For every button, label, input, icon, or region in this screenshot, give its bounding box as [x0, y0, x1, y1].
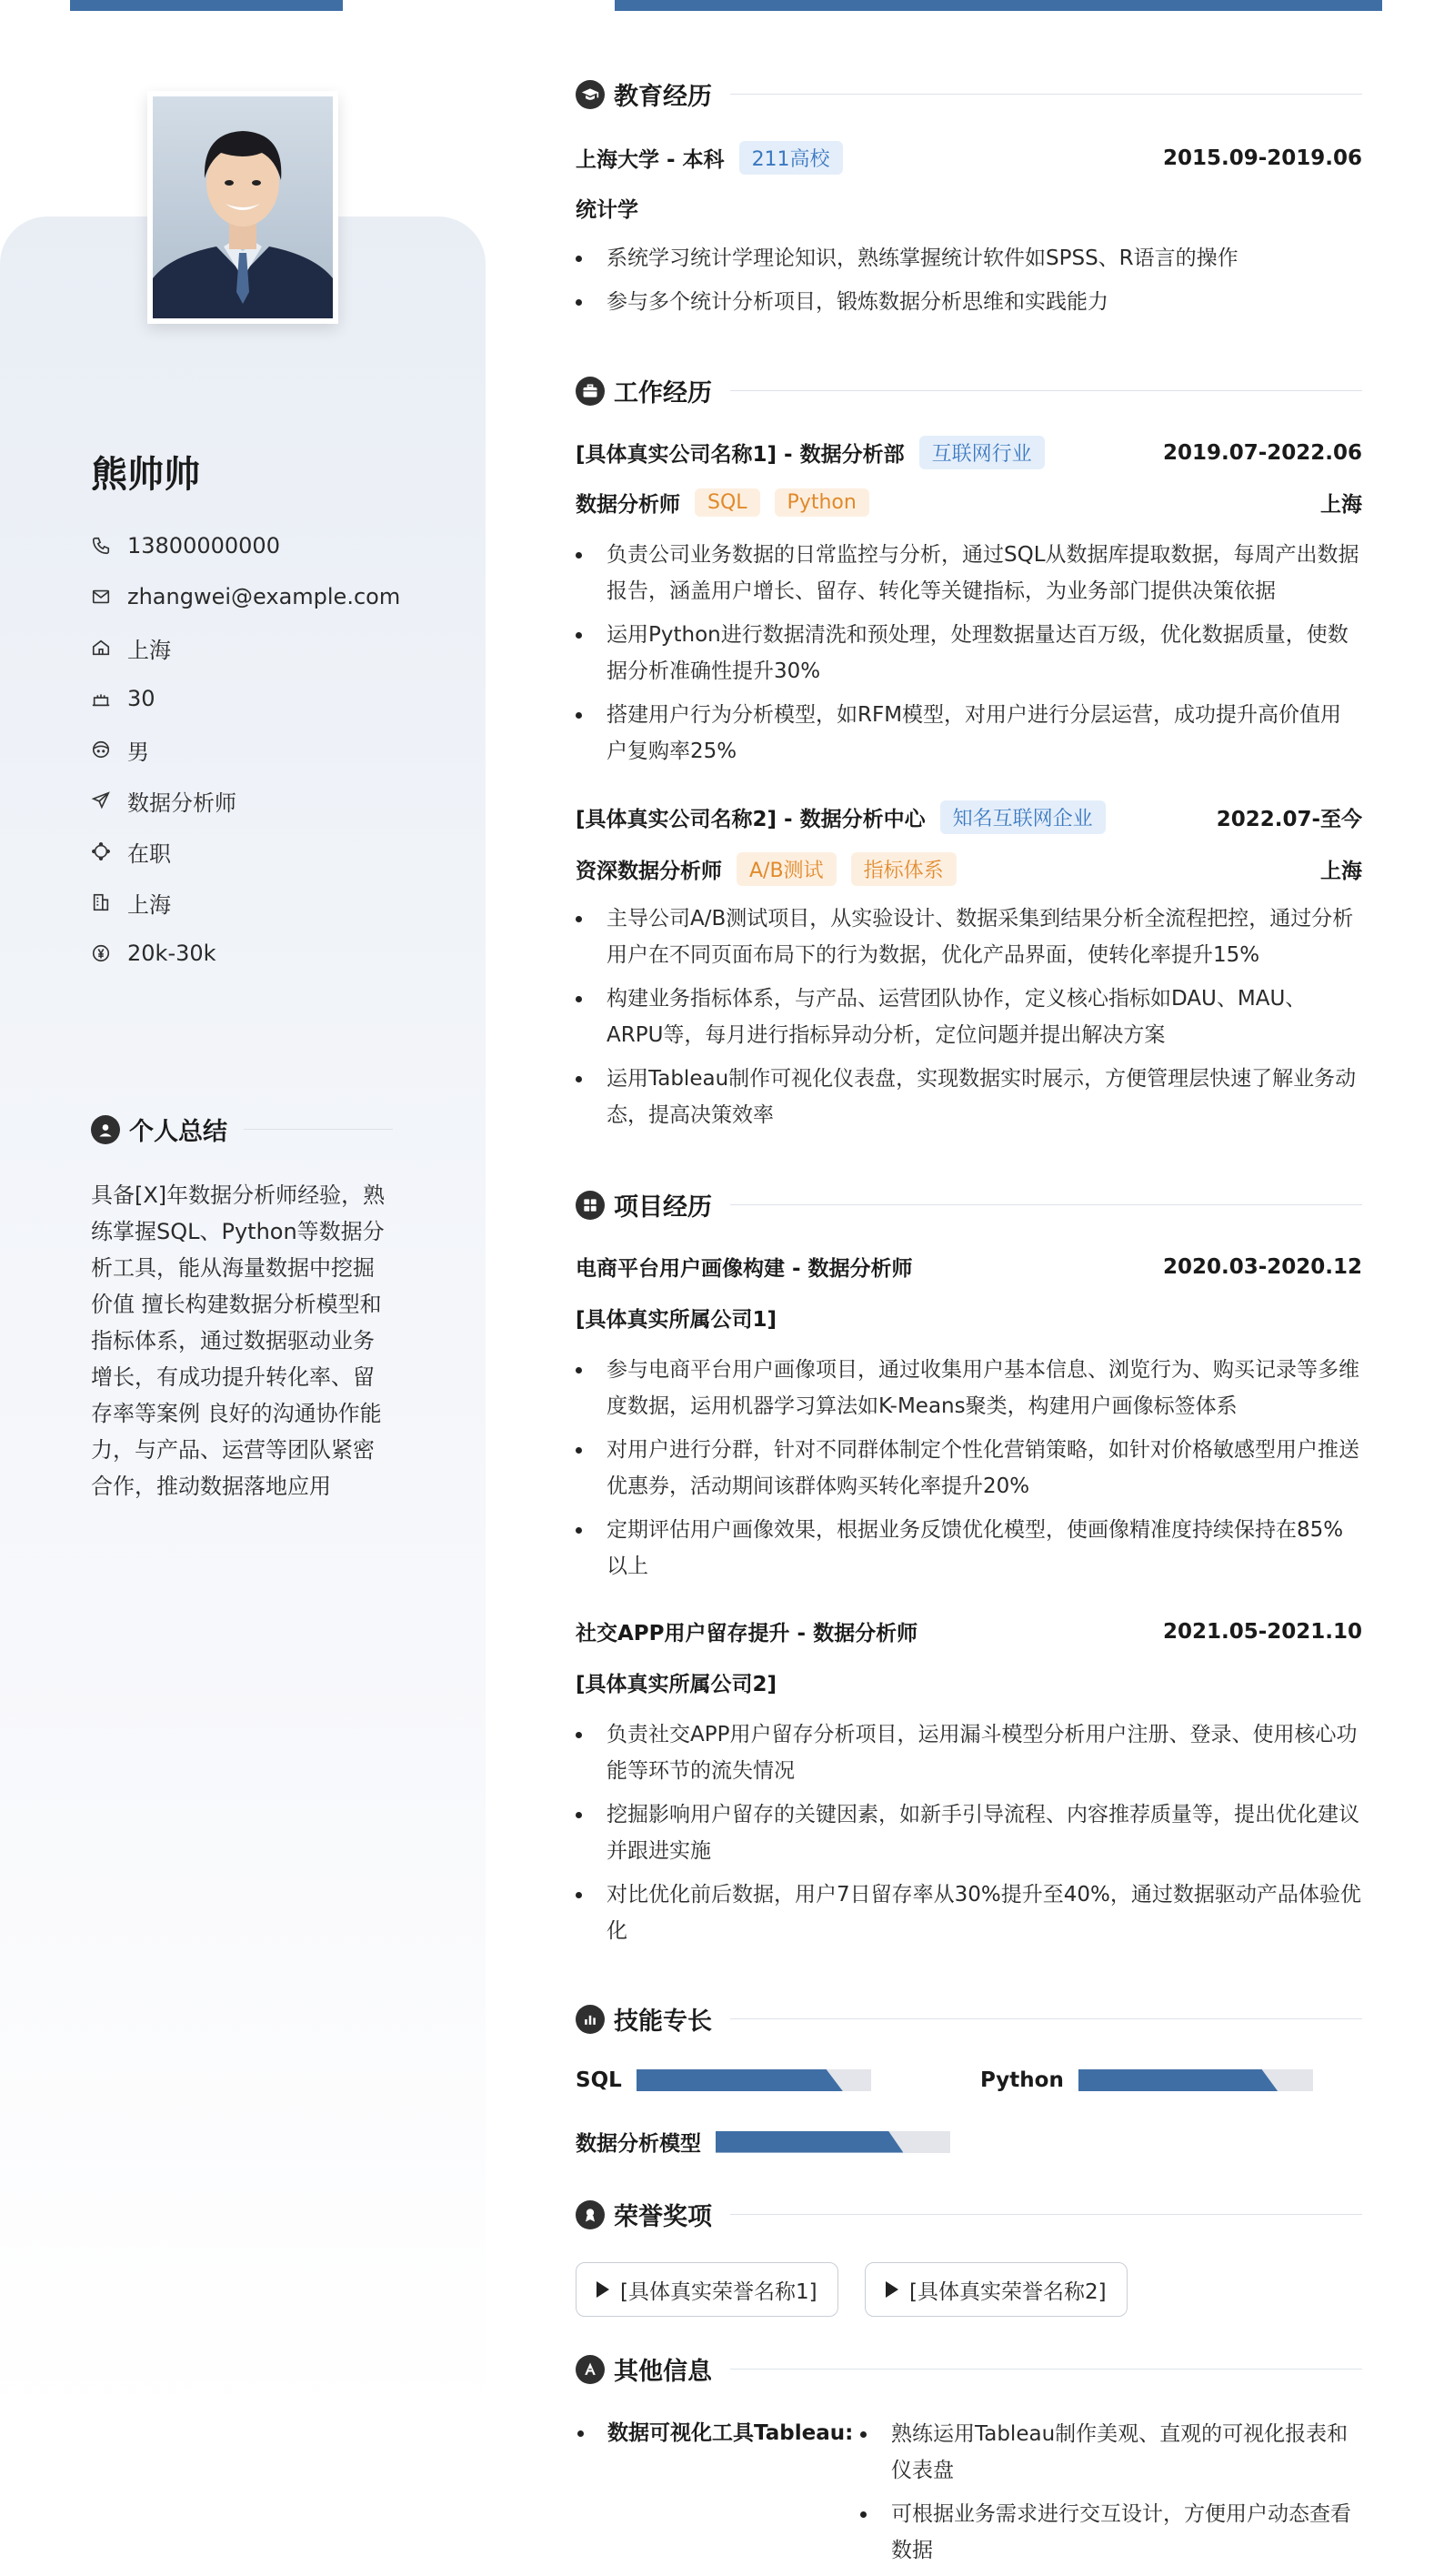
list-item: 主导公司A/B测试项目，从实验设计、数据采集到结果分析全流程把控，通过分析用户在不同页面布局下的行为数据，优化产品界面，使转化率提升15% — [576, 901, 1362, 973]
top-accent-bar-left — [70, 0, 343, 11]
industry-tag: 知名互联网企业 — [940, 800, 1106, 834]
briefcase-icon — [576, 377, 605, 406]
job-2-role-row — [576, 852, 1362, 886]
info-gender — [91, 724, 400, 775]
award-item[interactable] — [865, 2262, 1128, 2317]
skill-tag: Python — [775, 488, 869, 517]
list-item: 参与电商平台用户画像项目，通过收集用户基本信息、浏览行为、购买记录等多维度数据，运用机器学习算法如K-Means聚类，构建用户画像标签体系 — [576, 1352, 1362, 1424]
projects-title: 项目经历 — [614, 1193, 712, 1222]
job-role: 数据分析师 — [576, 493, 680, 517]
job-city: 上海 — [1320, 493, 1362, 517]
job-company: [具体真实公司名称1] - 数据分析部 — [576, 443, 905, 467]
status-value: 在职 — [127, 840, 171, 867]
job-1-role-row — [576, 488, 1362, 518]
top-accent-bar-right — [615, 0, 1382, 11]
avatar-photo — [153, 96, 333, 318]
divider — [730, 2369, 1362, 2370]
other-title: 其他信息 — [614, 2358, 712, 2386]
work-city-value: 上海 — [127, 891, 171, 918]
list-item: 运用Tableau制作可视化仪表盘，实现数据实时展示，方便管理层快速了解业务动态，提高决策效率 — [576, 1061, 1362, 1133]
paper-plane-icon — [91, 790, 111, 810]
graduation-cap-icon — [576, 80, 605, 109]
skill-bar — [1078, 2069, 1313, 2091]
info-work-city — [91, 877, 400, 928]
list-item: 搭建用户行为分析模型，如RFM模型，对用户进行分层运营，成功提升高价值用户复购率25% — [576, 697, 1362, 770]
list-item: 对用户进行分群，针对不同群体制定个性化营销策略，如针对价格敏感型用户推送优惠券，活动期间该群体购买转化率提升20% — [576, 1432, 1362, 1504]
job-role: 资深数据分析师 — [576, 860, 722, 883]
award-medal-icon — [576, 2200, 605, 2229]
skill-name: Python — [980, 2068, 1064, 2092]
skill-bar-fill — [716, 2131, 903, 2153]
summary-text: 具备[X]年数据分析师经验，熟练掌握SQL、Python等数据分析工具，能从海量数据中挖掘价值 擅长构建数据分析模型和指标体系，通过数据驱动业务增长，有成功提升转化率、留存率等案例 良好的沟通协作能力，与产品、运营等团队紧密合作，推动数据落地应用 — [91, 1182, 386, 1499]
info-salary — [91, 928, 400, 979]
salary-value: 20k-30k — [127, 941, 216, 966]
email-value: zhangwei@example.com — [127, 584, 401, 609]
candidate-name: 熊帅帅 — [91, 454, 200, 496]
job-1-bullets — [576, 537, 1362, 777]
education-title: 教育经历 — [614, 83, 712, 111]
phone-icon — [91, 536, 111, 556]
skill-name: 数据分析模型 — [576, 2132, 701, 2156]
job-city: 上海 — [1320, 860, 1362, 883]
divider — [730, 390, 1362, 391]
skill-bar — [716, 2131, 950, 2153]
education-bullets — [576, 240, 1362, 327]
info-status — [91, 826, 400, 877]
projects-section-header — [576, 1187, 1362, 1223]
other-info-row — [576, 2416, 1362, 2576]
list-item: 可根据业务需求进行交互设计，方便用户动态查看数据 — [860, 2496, 1362, 2569]
contact-info-list — [91, 520, 400, 979]
gender-value: 男 — [127, 739, 149, 765]
skill-tag: 指标体系 — [851, 852, 957, 886]
divider — [730, 2018, 1362, 2019]
project-name: 电商平台用户画像构建 - 数据分析师 — [576, 1257, 913, 1281]
list-item: 定期评估用户画像效果，根据业务反馈优化模型，使画像精准度持续保持在85%以上 — [576, 1512, 1362, 1585]
awards-section-header — [576, 2197, 1362, 2232]
education-date: 2015.09-2019.06 — [1162, 146, 1362, 170]
list-item: 参与多个统计分析项目，锻炼数据分析思维和实践能力 — [576, 284, 1362, 320]
list-item: 负责社交APP用户留存分析项目，运用漏斗模型分析用户注册、登录、使用核心功能等环节的流失情况 — [576, 1716, 1362, 1789]
info-email — [91, 571, 400, 622]
list-item: 对比优化前后数据，用户7日留存率从30%提升至40%，通过数据驱动产品体验优化 — [576, 1877, 1362, 1949]
other-label: 数据可视化工具Tableau: — [576, 2416, 860, 2576]
school-tag: 211高校 — [739, 141, 843, 175]
grid-icon — [576, 1191, 605, 1220]
divider — [244, 1129, 393, 1130]
skill-bar-fill — [637, 2069, 843, 2091]
list-item: 负责公司业务数据的日常监控与分析，通过SQL从数据库提取数据，每周产出数据报告，涵盖用户增长、留存、转化等关键指标，为业务部门提供决策依据 — [576, 537, 1362, 609]
status-icon — [91, 841, 111, 861]
list-item: 构建业务指标体系，与产品、运营团队协作，定义核心指标如DAU、MAU、ARPU等，每月进行指标异动分析，定位问题并提出解决方案 — [576, 981, 1362, 1053]
work-title: 工作经历 — [614, 379, 712, 408]
skills-title: 技能专长 — [614, 2007, 712, 2036]
divider — [730, 2214, 1362, 2215]
project-org: [具体真实所属公司1] — [576, 1308, 777, 1332]
other-bullets — [860, 2416, 1362, 2576]
info-age — [91, 673, 400, 724]
position-value: 数据分析师 — [127, 790, 236, 816]
job-date: 2019.07-2022.06 — [1162, 440, 1362, 465]
project-name: 社交APP用户留存提升 - 数据分析师 — [576, 1622, 918, 1645]
job-date: 2022.07-至今 — [1216, 808, 1362, 831]
awards-title: 荣誉奖项 — [614, 2203, 712, 2231]
project-date: 2020.03-2020.12 — [1162, 1254, 1362, 1279]
industry-tag: 互联网行业 — [919, 436, 1045, 469]
skill-tag: SQL — [695, 488, 760, 517]
play-triangle-icon — [597, 2281, 609, 2298]
skills-section-header — [576, 2001, 1362, 2037]
info-badge-icon — [576, 2355, 605, 2384]
skill-bar-fill — [1078, 2069, 1278, 2091]
award-label: [具体真实荣誉名称2] — [909, 2279, 1107, 2304]
city-value: 上海 — [127, 637, 171, 663]
job-2-header-row — [576, 800, 1362, 834]
info-city — [91, 622, 400, 673]
person-face-icon — [91, 740, 111, 760]
building-icon — [91, 892, 111, 912]
project-2-bullets — [576, 1716, 1362, 1957]
award-item[interactable] — [576, 2262, 838, 2317]
list-item: 熟练运用Tableau制作美观、直观的可视化报表和仪表盘 — [860, 2416, 1362, 2489]
cake-icon — [91, 689, 111, 709]
project-2-org-row — [576, 1667, 1362, 1697]
skill-item — [576, 2127, 950, 2157]
play-triangle-icon — [886, 2281, 898, 2298]
skill-name: SQL — [576, 2068, 622, 2092]
mail-icon — [91, 587, 111, 607]
school-name: 上海大学 - 本科 — [576, 148, 725, 172]
home-icon — [91, 638, 111, 658]
skill-tag: A/B测试 — [737, 852, 837, 886]
project-1-bullets — [576, 1352, 1362, 1592]
age-value: 30 — [127, 686, 155, 711]
info-phone — [91, 520, 400, 571]
list-item: 挖掘影响用户留存的关键因素，如新手引导流程、内容推荐质量等，提出优化建议并跟进实施 — [576, 1796, 1362, 1869]
summary-section-header — [91, 1112, 393, 1147]
user-circle-icon — [91, 1115, 120, 1144]
other-section-header — [576, 2351, 1362, 2387]
major: 统计学 — [576, 198, 638, 222]
project-date: 2021.05-2021.10 — [1162, 1619, 1362, 1644]
phone-value: 13800000000 — [127, 533, 280, 558]
list-item: 系统学习统计学理论知识，熟练掌握统计软件如SPSS、R语言的操作 — [576, 240, 1362, 277]
project-org: [具体真实所属公司2] — [576, 1673, 777, 1696]
award-label: [具体真实荣誉名称1] — [620, 2279, 817, 2304]
work-section-header — [576, 373, 1362, 408]
skill-item — [980, 2068, 1313, 2092]
skill-bar — [637, 2069, 871, 2091]
divider — [730, 1204, 1362, 1205]
info-position — [91, 775, 400, 826]
divider — [730, 94, 1362, 95]
bar-chart-icon — [576, 2005, 605, 2034]
job-1-header-row — [576, 436, 1362, 469]
job-2-bullets — [576, 901, 1362, 1141]
education-header-row — [576, 141, 1362, 175]
project-2-header-row — [576, 1616, 1362, 1646]
education-section-header — [576, 76, 1362, 112]
project-1-org-row — [576, 1303, 1362, 1333]
list-item: 运用Python进行数据清洗和预处理，处理数据量达百万级，优化数据质量，使数据分析准确性提升30% — [576, 617, 1362, 689]
yen-icon — [91, 943, 111, 963]
job-company: [具体真实公司名称2] - 数据分析中心 — [576, 808, 926, 831]
project-1-header-row — [576, 1252, 1362, 1282]
skill-item — [576, 2068, 871, 2092]
major-row — [576, 193, 1362, 223]
summary-title: 个人总结 — [129, 1118, 227, 1146]
avatar — [147, 91, 338, 324]
